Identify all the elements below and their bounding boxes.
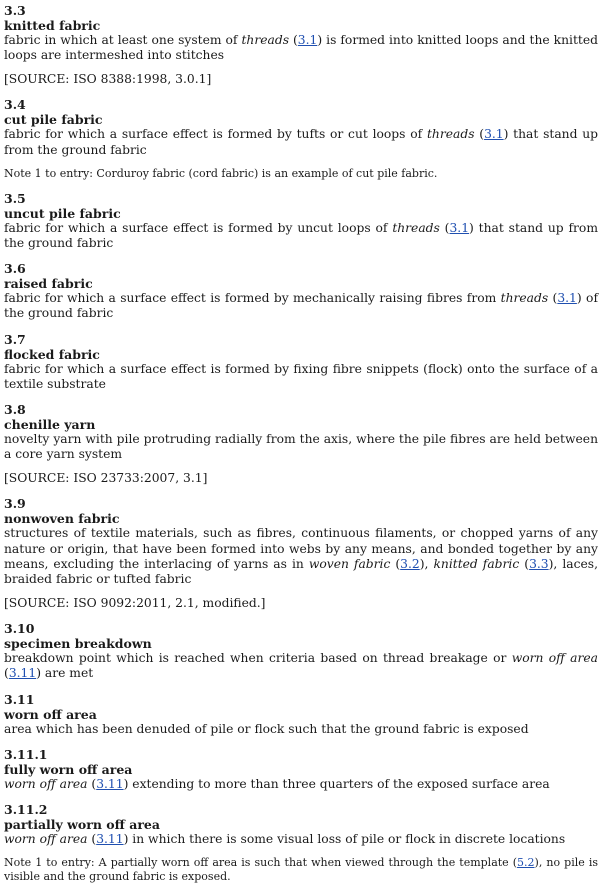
italic-term-text: threads <box>392 220 440 235</box>
text-run: fabric for which a surface effect is formed by mechanically raising fibres from <box>4 291 501 306</box>
term-entry <box>4 692 598 737</box>
term-entry <box>4 747 598 792</box>
text-run: ), laces, braided fabric or tufted fabric <box>4 556 598 587</box>
entry-definition <box>4 221 598 251</box>
entry-spacer <box>4 181 598 191</box>
text-run: Note 1 to entry: Corduroy fabric (cord fabric) is an example of cut pile fabric. <box>4 166 438 180</box>
cross-reference-link[interactable]: 3.3 <box>529 556 549 571</box>
text-run: ( <box>289 33 298 47</box>
text-run: ( <box>439 220 450 235</box>
italic-term-text: worn off area <box>4 776 88 791</box>
entry-number: 3.7 <box>4 331 26 347</box>
cross-reference-link[interactable]: 3.1 <box>449 220 470 235</box>
text-run: ( <box>4 666 9 681</box>
entry-definition <box>4 362 598 392</box>
italic-term-text: worn off area <box>511 651 598 666</box>
text-run: fabric for which a surface effect is formed by tufts or cut loops of <box>4 127 427 142</box>
text-run: ), no pile is visible and the ground fabric is exposed. <box>4 856 598 884</box>
cross-reference-link[interactable]: 3.1 <box>557 291 577 306</box>
cross-reference-link[interactable]: 3.11 <box>96 832 124 847</box>
entry-term: raised fabric <box>4 276 93 292</box>
entry-note <box>4 856 598 884</box>
cross-reference-link[interactable]: 3.1 <box>484 127 504 142</box>
term-entry <box>4 3 598 87</box>
text-run: ) of the ground fabric <box>4 291 599 321</box>
entry-number: 3.9 <box>4 496 26 512</box>
text-run: ) are met <box>36 666 94 681</box>
entry-number: 3.6 <box>4 261 26 277</box>
term-entry <box>4 402 598 486</box>
entry-note <box>4 167 598 181</box>
text-run: structures of textile materials, such as fibres, continuous filaments, or chopped yarns of any nature or origin, that have been formed into webs by any means, and bonded together by any means, excluding the interlacing of yarns as in <box>4 526 598 571</box>
entry-definition <box>4 33 598 63</box>
entry-definition <box>4 777 598 792</box>
italic-term-text: knitted fabric <box>433 556 520 571</box>
cross-reference-link[interactable]: 3.1 <box>297 33 318 47</box>
entry-definition <box>4 722 598 737</box>
text-run: ), <box>419 556 434 571</box>
text-run: ( <box>474 127 485 142</box>
text-run: ) is formed into knitted loops and the knitted loops are intermeshed into stitches <box>4 33 598 63</box>
term-entry <box>4 802 598 884</box>
entry-spacer <box>4 87 598 97</box>
italic-term-text: woven fabric <box>308 556 391 571</box>
entry-spacer <box>4 486 598 496</box>
term-entry <box>4 496 598 611</box>
entry-term: worn off area <box>4 706 97 722</box>
entry-source: [SOURCE: ISO 8388:1998, 3.0.1] <box>4 72 212 87</box>
entry-source: [SOURCE: ISO 23733:2007, 3.1] <box>4 471 208 486</box>
entry-number: 3.8 <box>4 402 26 418</box>
text-run: ( <box>87 832 97 847</box>
entry-term: partially worn off area <box>4 817 160 833</box>
entry-term: specimen breakdown <box>4 636 152 652</box>
entry-term: uncut pile fabric <box>4 205 121 221</box>
entry-spacer <box>4 792 598 802</box>
entry-term: fully worn off area <box>4 761 133 777</box>
entry-number: 3.11.1 <box>4 746 48 762</box>
entry-term: chenille yarn <box>4 417 96 433</box>
entry-definition <box>4 291 598 321</box>
text-run: ) extending to more than three quarters of the exposed surface area <box>123 776 550 791</box>
text-run: ( <box>548 291 558 306</box>
text-run: fabric for which a surface effect is formed by uncut loops of <box>4 220 393 235</box>
italic-term-text: threads <box>500 291 549 306</box>
italic-term-text: worn off area <box>4 832 88 847</box>
text-run: ( <box>519 556 530 571</box>
entry-spacer <box>4 322 598 332</box>
entry-number: 3.11.2 <box>4 802 48 818</box>
entry-number: 3.3 <box>4 3 26 18</box>
term-entry <box>4 621 598 681</box>
entry-definition <box>4 432 598 462</box>
italic-term-text: threads <box>426 127 475 142</box>
text-run: ) in which there is some visual loss of pile or flock in discrete locations <box>123 832 566 847</box>
entry-term: knitted fabric <box>4 18 101 33</box>
entry-definition <box>4 526 598 587</box>
entry-spacer <box>4 392 598 402</box>
text-run: fabric for which a surface effect is formed by fixing fibre snippets (flock) onto the surface of a textile substrate <box>4 361 598 391</box>
entry-term: flocked fabric <box>4 346 100 362</box>
text-run: ( <box>390 556 401 571</box>
text-run: breakdown point which is reached when criteria based on thread breakage or <box>4 651 512 666</box>
text-run: ( <box>87 776 97 791</box>
entry-number: 3.5 <box>4 190 26 206</box>
entry-definition <box>4 127 598 157</box>
entry-definition <box>4 832 598 847</box>
text-run: novelty yarn with pile protruding radially from the axis, where the pile fibres are held between a core yarn system <box>4 432 598 462</box>
cross-reference-link[interactable]: 3.11 <box>96 776 124 791</box>
entry-term: nonwoven fabric <box>4 511 120 527</box>
entry-definition <box>4 651 598 681</box>
term-entry <box>4 191 598 251</box>
italic-term-text: threads <box>241 33 289 47</box>
cross-reference-link[interactable]: 3.2 <box>400 556 420 571</box>
term-entry <box>4 97 598 180</box>
entry-spacer <box>4 611 598 621</box>
entry-term: cut pile fabric <box>4 112 103 128</box>
term-entry <box>4 332 598 392</box>
entry-spacer <box>4 251 598 261</box>
term-entry <box>4 261 598 321</box>
entry-spacer <box>4 737 598 747</box>
text-run: ) that stand up from the ground fabric <box>4 220 598 251</box>
text-run: fabric in which at least one system of <box>4 33 242 47</box>
text-run: ) that stand up from the ground fabric <box>4 127 598 157</box>
cross-reference-link[interactable]: 3.11 <box>8 666 37 681</box>
entry-number: 3.11 <box>4 691 35 707</box>
entry-spacer <box>4 682 598 692</box>
text-run: Note 1 to entry: A partially worn off area is such that when viewed through the template ( <box>4 856 518 870</box>
cross-reference-link[interactable]: 5.2 <box>517 856 535 870</box>
entry-number: 3.10 <box>4 621 35 637</box>
text-run: area which has been denuded of pile or flock such that the ground fabric is exposed <box>4 721 529 736</box>
entry-source: [SOURCE: ISO 9092:2011, 2.1, modified.] <box>4 596 266 611</box>
entry-number: 3.4 <box>4 97 26 113</box>
